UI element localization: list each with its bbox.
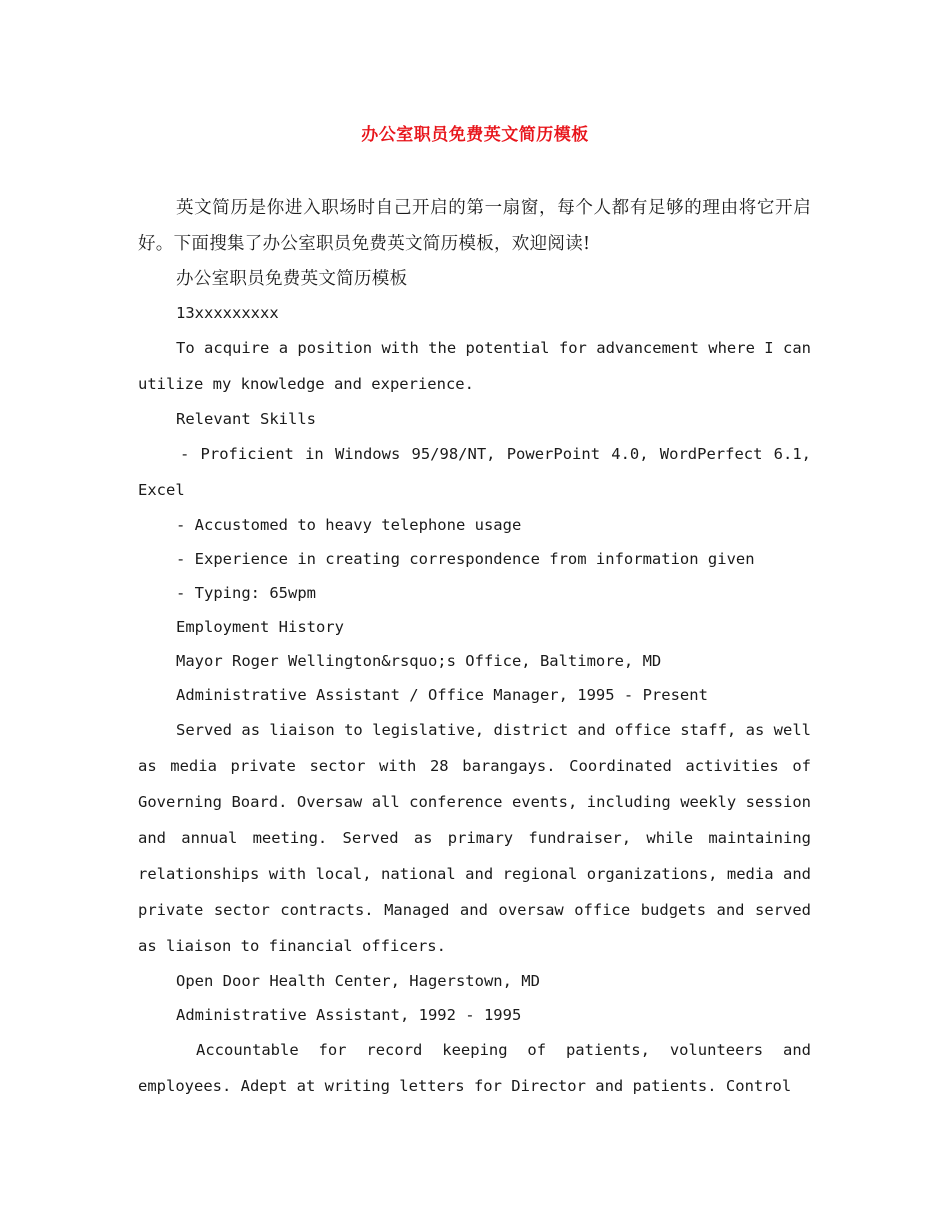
job-title: Administrative Assistant, 1992 - 1995 <box>176 1006 522 1024</box>
skill-item: - Accustomed to heavy telephone usage <box>176 516 522 534</box>
resume-heading: 办公室职员免费英文简历模板 <box>176 269 408 289</box>
objective-paragraph: To acquire a position with the potential for advancement where I can utilize my knowledge and experience. <box>138 339 811 393</box>
employer-name: Mayor Roger Wellington&rsquo;s Office, Baltimore, MD <box>176 652 662 670</box>
skill-item: - Experience in creating correspondence from information given <box>176 550 755 568</box>
document-body <box>138 190 811 1104</box>
section-heading-skills: Relevant Skills <box>176 410 316 428</box>
phone-number: 13xxxxxxxxx <box>176 304 279 322</box>
skill-item: - Typing: 65wpm <box>176 584 316 602</box>
skill-item: - Proficient in Windows 95/98/NT, PowerPoint 4.0, WordPerfect 6.1, Excel <box>138 445 811 499</box>
job-title: Administrative Assistant / Office Manager, 1995 - Present <box>176 686 708 704</box>
job-description: Accountable for record keeping of patients, volunteers and employees. Adept at writing letters for Director and patients. Control <box>138 1041 811 1095</box>
job-description: Served as liaison to legislative, district and office staff, as well as media private sector with 28 barangays. Coordinated activities of Governing Board. Oversaw all conference events, including weekly session and annual meeting. Served as primary fundraiser, while maintaining relationships with local, national and regional organizations, media and private sector contracts. Managed and oversaw office budgets and served as liaison to financial officers. <box>138 721 811 955</box>
document-title: 办公室职员免费英文简历模板 <box>361 125 589 145</box>
employer-name: Open Door Health Center, Hagerstown, MD <box>176 972 540 990</box>
section-heading-employment: Employment History <box>176 618 344 636</box>
intro-paragraph: 英文简历是你进入职场时自己开启的第一扇窗，每个人都有足够的理由将它开启好。下面搜集了办公室职员免费英文简历模板，欢迎阅读! <box>138 198 811 254</box>
